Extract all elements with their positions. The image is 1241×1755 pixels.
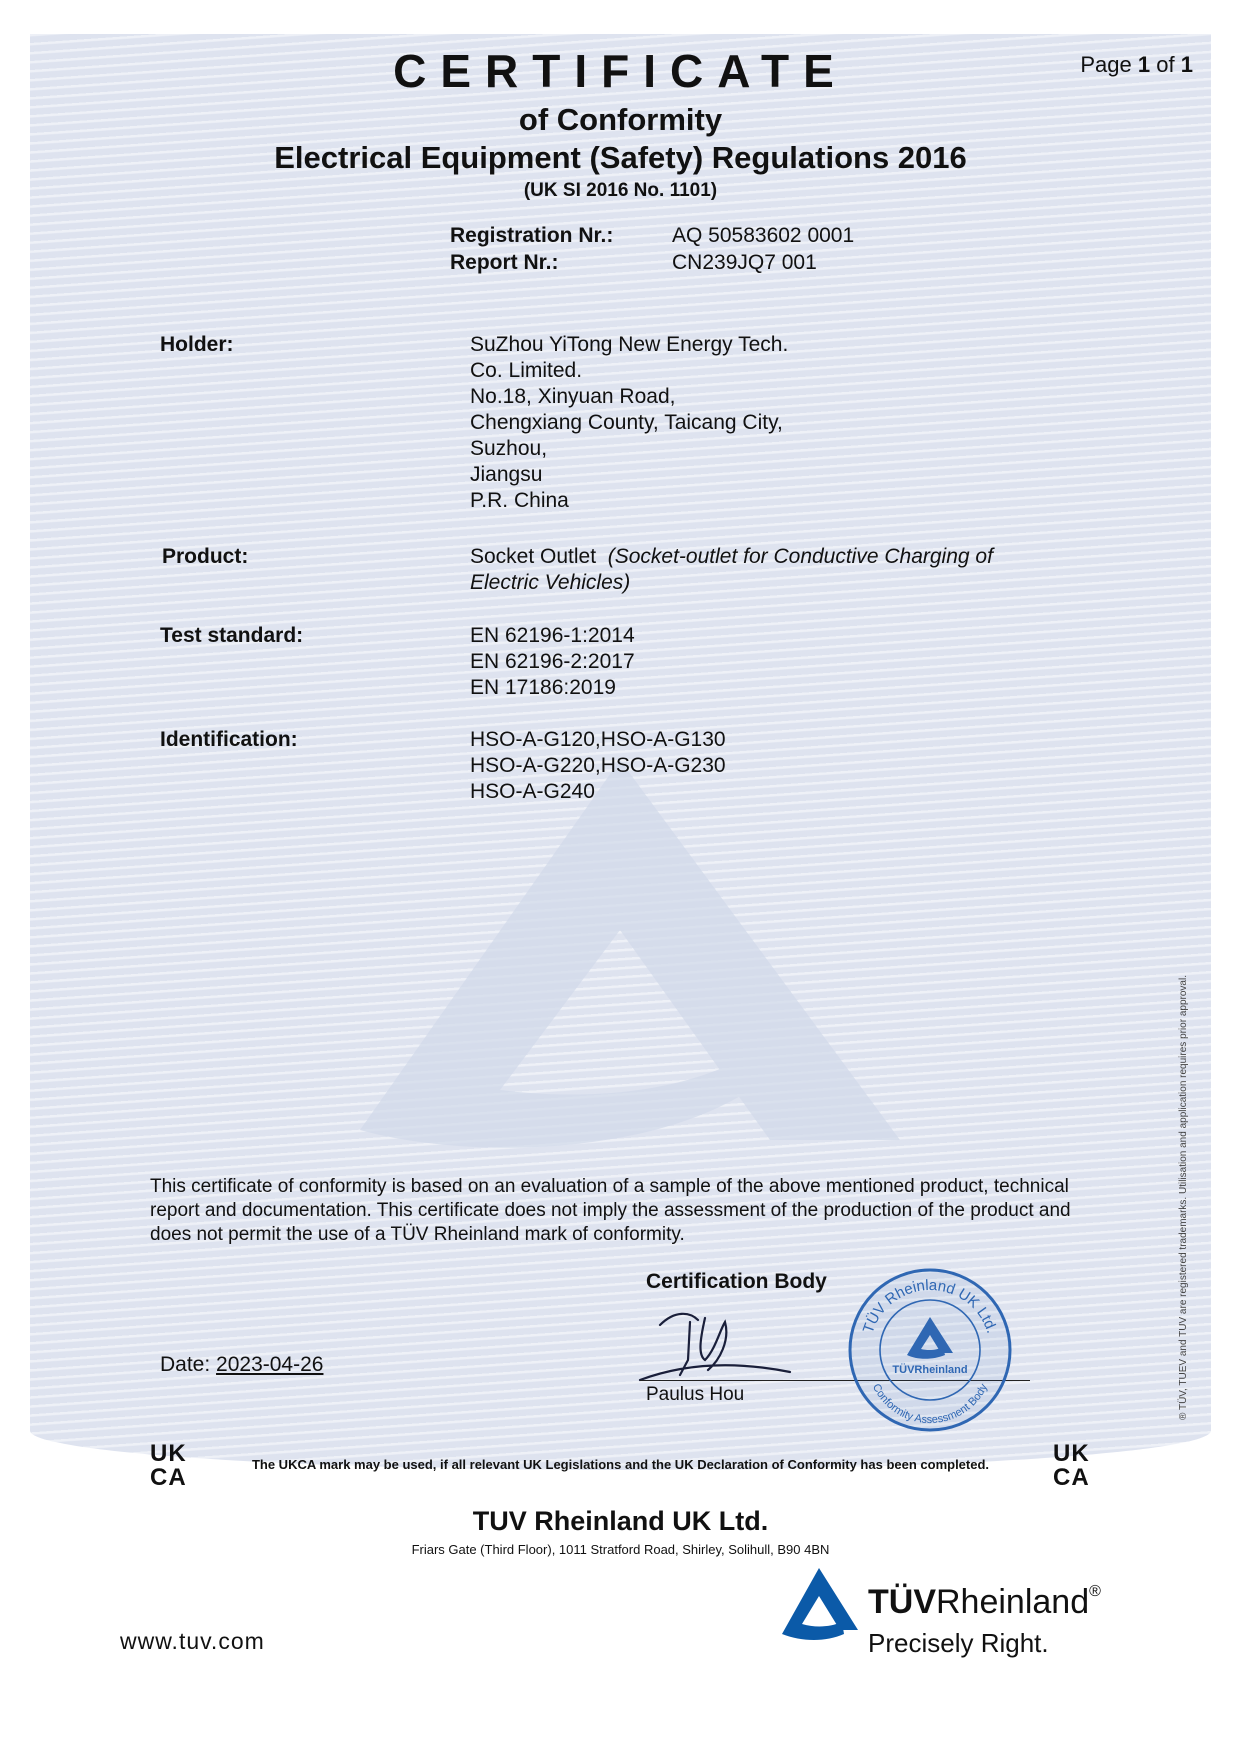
identification-item: HSO-A-G240	[470, 780, 595, 803]
page-of: of	[1156, 52, 1175, 77]
holder-address	[470, 332, 788, 514]
brand-name-regular: Rheinland	[936, 1583, 1090, 1621]
date-row	[160, 1353, 323, 1377]
holder-line: Co. Limited.	[470, 359, 583, 382]
subtitle-statutory-instrument: (UK SI 2016 No. 1101)	[523, 180, 718, 201]
tuv-triangle-watermark-icon	[340, 760, 900, 1160]
identification-label: Identification:	[160, 728, 298, 751]
report-label: Report Nr.:	[450, 251, 559, 274]
certification-body-heading: Certification Body	[646, 1270, 827, 1293]
page-prefix: Page	[1080, 52, 1132, 77]
ukca-mark-bottom: CA	[150, 1464, 187, 1491]
subtitle-conformity: of Conformity	[518, 102, 723, 137]
holder-line: Jiangsu	[470, 463, 543, 486]
identification-list	[470, 727, 726, 805]
product-label: Product:	[162, 545, 249, 568]
ukca-mark-bottom: CA	[1053, 1464, 1090, 1491]
ukca-mark-top: UK	[150, 1440, 187, 1467]
product-note: (Socket-outlet for Conductive Charging of	[607, 545, 993, 568]
stamp-outer-top-text: TÜV Rheinland UK Ltd.	[859, 1276, 1001, 1336]
certificate-title: CERTIFICATE	[393, 45, 848, 97]
test-standard-item: EN 62196-1:2014	[470, 624, 635, 647]
registration-value: AQ 50583602 0001	[672, 224, 855, 247]
page-indicator	[1080, 52, 1193, 78]
website-link[interactable]: www.tuv.com	[120, 1628, 265, 1654]
page-total: 1	[1180, 52, 1193, 77]
ukca-mark-top: UK	[1053, 1440, 1090, 1467]
brand-name-bold: TÜV	[868, 1583, 936, 1621]
holder-line: P.R. China	[470, 489, 569, 512]
trademark-side-note: ® TÜV, TUEV and TUV are registered trademarks. Utilisation and application requires prior approval.	[1178, 975, 1189, 1420]
test-standard-label: Test standard:	[160, 624, 304, 647]
company-name: TUV Rheinland UK Ltd.	[472, 1506, 769, 1536]
test-standard-item: EN 62196-2:2017	[470, 650, 635, 673]
signer-name: Paulus Hou	[646, 1384, 745, 1405]
stamp-inner-text: TÜVRheinland	[892, 1364, 968, 1376]
tuv-triangle-icon	[780, 1568, 858, 1650]
disclaimer-text: This certificate of conformity is based on an evaluation of a sample of the above mentioned product, technical report and documentation. This certificate does not imply the assessment of the production of the product and does not permit the use of a TÜV Rheinland mark of conformity.	[150, 1176, 1071, 1245]
holder-line: SuZhou YiTong New Energy Tech.	[470, 333, 789, 356]
holder-label: Holder:	[160, 333, 234, 356]
ukca-mark-right-icon	[1053, 1440, 1099, 1491]
product-name: Socket Outlet	[470, 545, 597, 568]
product-value	[470, 544, 993, 596]
product-note-continued: Electric Vehicles)	[470, 571, 631, 594]
stamp-outer-bottom-text: Conformity Assessment Body	[869, 1381, 991, 1427]
holder-line: Chengxiang County, Taicang City,	[470, 411, 783, 434]
identification-item: HSO-A-G220,HSO-A-G230	[470, 754, 726, 777]
date-label: Date:	[160, 1353, 211, 1376]
test-standard-item: EN 17186:2019	[470, 676, 616, 699]
brand-name	[868, 1583, 1101, 1622]
report-value: CN239JQ7 001	[672, 251, 817, 274]
date-value: 2023-04-26	[216, 1353, 324, 1376]
registered-mark: ®	[1089, 1583, 1101, 1600]
handwritten-signature	[620, 1300, 820, 1390]
page-current: 1	[1137, 52, 1151, 77]
holder-line: Suzhou,	[470, 437, 548, 460]
identification-item: HSO-A-G120,HSO-A-G130	[470, 728, 726, 751]
ukca-statement: The UKCA mark may be used, if all relevant UK Legislations and the UK Declaration of Conformity has been completed.	[251, 1457, 990, 1472]
subtitle-regulation: Electrical Equipment (Safety) Regulations 2016	[274, 140, 967, 175]
holder-line: No.18, Xinyuan Road,	[470, 385, 676, 408]
company-address: Friars Gate (Third Floor), 1011 Stratford Road, Shirley, Solihull, B90 4BN	[411, 1542, 830, 1557]
test-standard-list	[470, 623, 635, 701]
tuv-seal-stamp-icon	[845, 1265, 1015, 1435]
brand-slogan: Precisely Right.	[868, 1628, 1049, 1658]
registration-label: Registration Nr.:	[450, 224, 614, 247]
